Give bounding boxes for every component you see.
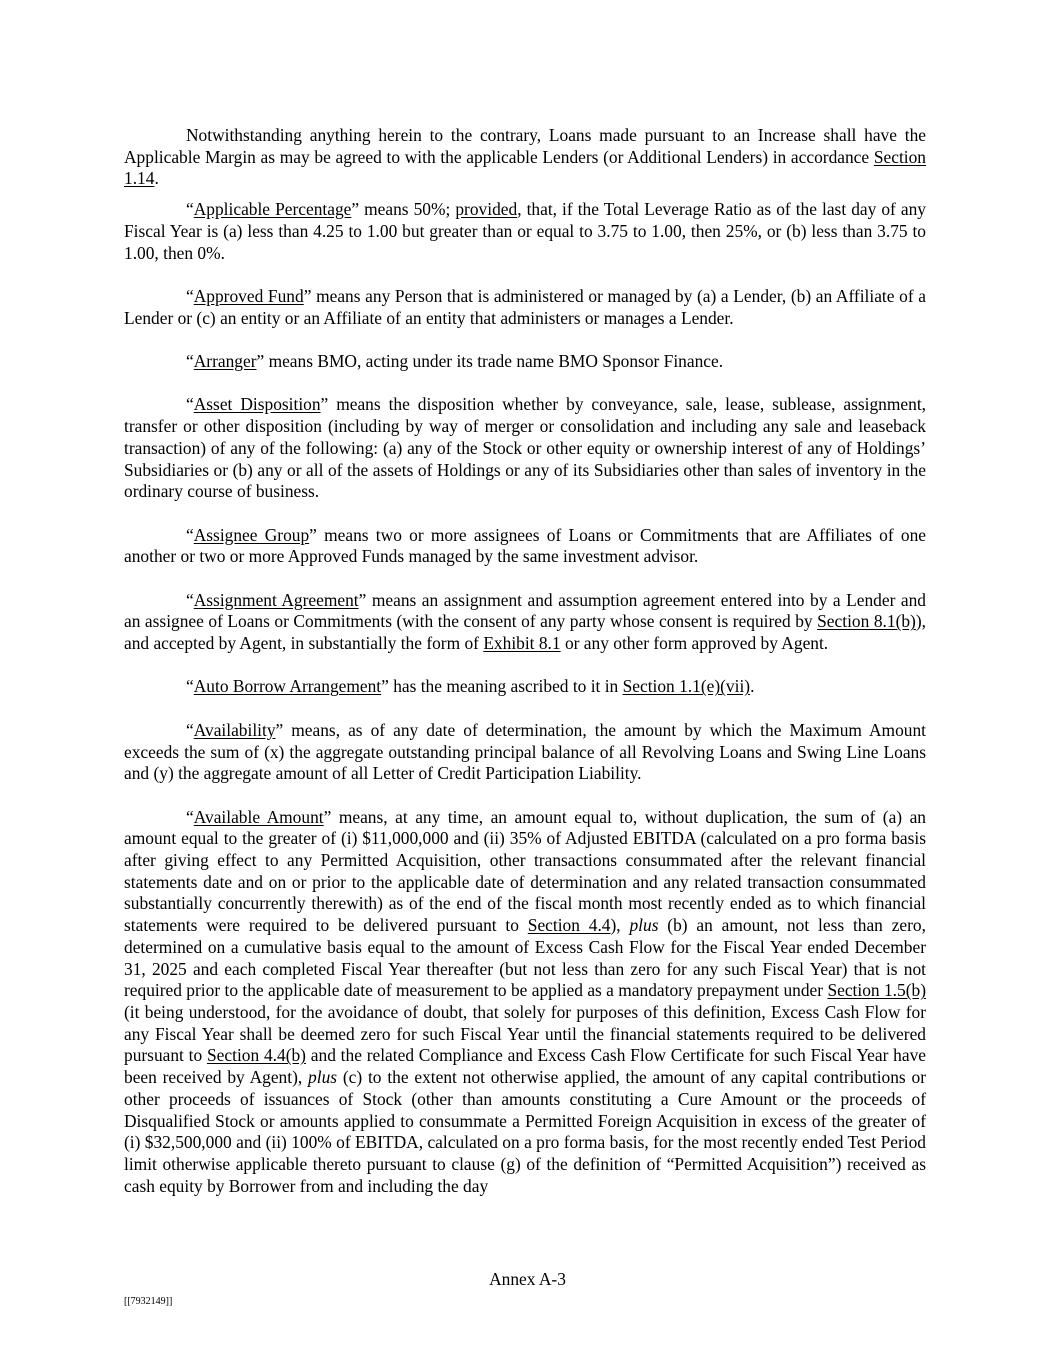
underlined-term: Asset Disposition [193, 394, 321, 415]
underlined-term: Available Amount [193, 806, 324, 827]
text-run: “ [186, 719, 194, 740]
text-run: . [750, 676, 755, 697]
text-run: “ [186, 351, 194, 371]
underlined-term: Approved Fund [193, 285, 304, 306]
text-run: (b) an amount, not less than zero, determined on a cumulative basis equal to the amount of Excess Cash Flow for the Fiscal Year ended December 31, 2025 and each completed Fiscal Year thereafter (but not less than zero for any such Fiscal Year) that is not required prior to the applicable date of measurement to be applied as a mandatory prepayment under [124, 915, 926, 1001]
underlined-term: Assignee Group [193, 524, 310, 545]
underlined-term: Section 8.1(b) [817, 611, 916, 632]
text-run: “ [186, 199, 194, 220]
underlined-term: Exhibit 8.1 [483, 633, 561, 654]
paragraph [124, 676, 926, 698]
text-run: . [154, 168, 159, 189]
text-run: ” means, as of any date of determination, the amount by which the Maximum Amount exceeds the sum of (x) the aggregate outstanding principal balance of all Revolving Loans and Swing Line Loans and (y) the aggregate amount of all Letter of Credit Participation Liability. [124, 719, 926, 784]
paragraph [124, 199, 926, 264]
text-run: “ [186, 589, 194, 610]
text-run: ” means any Person that is administered or managed by (a) a Lender, (b) an Affiliate of a Lender or (c) an entity or an Affiliate of an entity that administers or manages a Lender. [124, 285, 926, 328]
paragraph [124, 720, 926, 785]
paragraph [124, 525, 926, 568]
underlined-term: Assignment Agreement [193, 589, 359, 610]
paragraph [124, 125, 926, 190]
text-run: “ [186, 394, 194, 415]
text-run: ” means BMO, acting under its trade name BMO Sponsor Finance. [256, 351, 724, 371]
paragraph [124, 394, 926, 503]
text-run: “ [186, 285, 194, 306]
text-run: “ [186, 524, 194, 545]
text-run: ” means 50%; [351, 199, 456, 220]
underlined-term: provided [455, 199, 518, 220]
underlined-term: Section 4.4 [527, 915, 611, 936]
text-run: “ [186, 806, 194, 827]
text-run: “ [186, 676, 194, 697]
text-run: ” has the meaning ascribed to it in [381, 676, 623, 697]
text-run: , that, if the Total Leverage Ratio as of the last day of any Fiscal Year is (a) less than 4.25 to 1.00 but greater than or equal to 3.75 to 1.00, then 25%, or (b) less than 3.75 to 1.00, then 0%. [124, 199, 926, 263]
text-run: ” means, at any time, an amount equal to, without duplication, the sum of (a) an amount equal to the greater of (i) $11,000,000 and (ii) 35% of Adjusted EBITDA (calculated on a pro forma basis after giving effect to any Permitted Acquisition, other transactions consummated after the relevant financial statements date and on or prior to the applicable date of determination and any related transaction consummated substantially concurrently therewith) as of the end of the fiscal month most recently ended as to which financial statements were required to be delivered pursuant to [124, 806, 927, 936]
underlined-term: Applicable Percentage [193, 199, 352, 220]
document-body [124, 125, 926, 1197]
text-run: ” means an assignment and assumption agreement entered into by a Lender and an assignee of Loans or Commitments (with the consent of any party whose consent is required by [124, 589, 927, 632]
paragraph [124, 351, 926, 373]
underlined-term: Auto Borrow Arrangement [193, 676, 382, 697]
underlined-term: Availability [193, 719, 276, 740]
italic-term: plus [629, 915, 659, 936]
text-run: ” means the disposition whether by conveyance, sale, lease, sublease, assignment, transfer or other disposition (including by way of merger or consolidation and including any sale and leaseback transaction) of any of the following: (a) any of the Stock or other equity or ownership interest of any of Holdings’ Subsidiaries or (b) any or all of the assets of Holdings or any of its Subsidiaries other than sales of inventory in the ordinary course of business. [124, 394, 926, 502]
underlined-term: Section 1.5(b) [827, 980, 926, 1001]
text-run: (it being understood, for the avoidance of doubt, that solely for purposes of this definition, Excess Cash Flow for any Fiscal Year shall be deemed zero for such Fiscal Year until the financial statements required to be delivered pursuant to [124, 1002, 926, 1066]
text-run: or any other form approved by Agent. [560, 633, 829, 654]
paragraph [124, 807, 926, 1198]
underlined-term: Section 4.4(b) [207, 1045, 306, 1066]
italic-term: plus [308, 1067, 338, 1088]
text-run: ), [610, 915, 630, 936]
text-run: (c) to the extent not otherwise applied, the amount of any capital contributions or other proceeds of issuances of Stock (other than amounts constituting a Cure Amount or the proceeds of Disqualified Stock or amounts applied to consummate a Permitted Foreign Acquisition in excess of the greater of (i) $32,500,000 and (ii) 100% of EBITDA, calculated on a pro forma basis, for the most recently ended Test Period limit otherwise applicable thereto pursuant to clause (g) of the definition of “Permitted Acquisition”) received as cash equity by Borrower from and including the day [124, 1067, 926, 1196]
text-run: and the related Compliance and Excess Cash Flow Certificate for such Fiscal Year have been received by Agent), [124, 1045, 926, 1088]
text-run: Notwithstanding anything herein to the contrary, Loans made pursuant to an Increase shall have the Applicable Margin as may be agreed to with the applicable Lenders (or Additional Lenders) in accordance [124, 125, 926, 167]
text-run: ), and accepted by Agent, in substantially the form of [124, 611, 926, 654]
underlined-term: Section 1.14 [124, 146, 926, 189]
page-footer: Annex A-3 [489, 1269, 566, 1289]
document-id: [[7932149]] [124, 1296, 173, 1307]
text-run: ” means two or more assignees of Loans or Commitments that are Affiliates of one another or two or more Approved Funds managed by the same investment advisor. [124, 524, 926, 567]
paragraph [124, 286, 926, 329]
paragraph [124, 590, 926, 655]
underlined-term: Section 1.1(e)(vii) [622, 676, 751, 697]
underlined-term: Arranger [193, 351, 257, 371]
